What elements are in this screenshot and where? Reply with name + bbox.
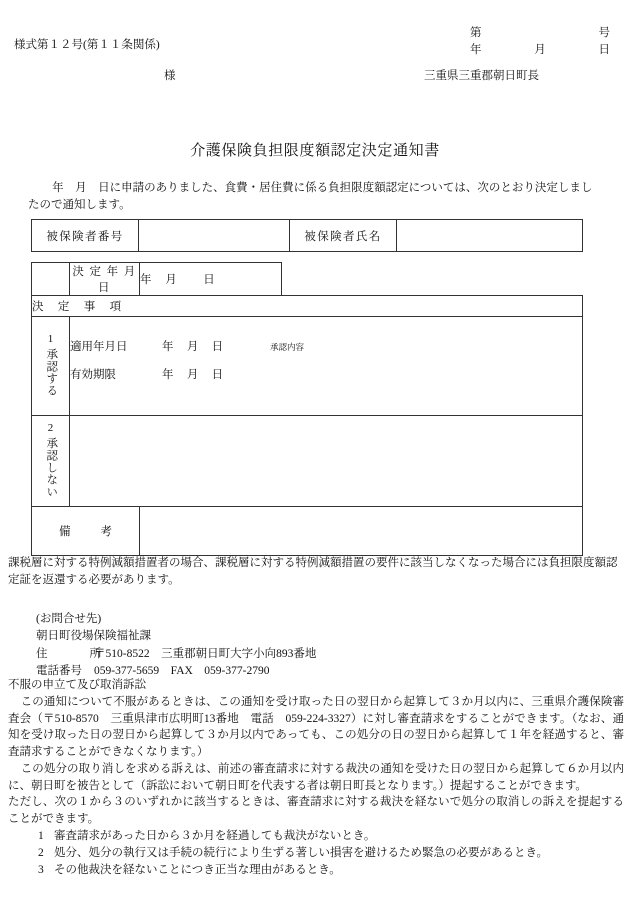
contact-phone-label: 電話番号 — [36, 665, 82, 678]
document-number-row — [470, 24, 610, 40]
applicable-date-label: 適用年月日 — [70, 341, 128, 353]
date-day-label: 日 — [598, 44, 610, 56]
document-date-row — [470, 41, 610, 57]
appeal-exception-list — [8, 828, 624, 878]
list-item-text: 審査請求があった日から３か月を経過しても裁決がないとき。 — [54, 830, 376, 843]
list-item-number: 2 — [38, 846, 44, 859]
table-row — [32, 416, 583, 507]
remarks-value[interactable] — [140, 507, 583, 556]
contact-block — [36, 611, 316, 681]
deny-row-number: 2 — [47, 421, 54, 434]
approve-row-marker — [32, 317, 70, 416]
insured-person-table — [31, 219, 583, 252]
document-number-unit: 号 — [598, 27, 610, 39]
contact-heading: (お問合せ先) — [36, 613, 102, 625]
form-code: 様式第１２号(第１１条関係) — [14, 39, 160, 51]
post-table-note: 課税層に対する特例減額措置者の場合、課税層に対する特例減額措置の要件に該当しなくなった場合には負担限度額認定証を返還する必要があります。 — [8, 557, 618, 587]
contact-address-label: 住 所 — [36, 647, 108, 660]
table-row — [32, 296, 583, 317]
applicable-date-line — [70, 338, 582, 354]
appeal-paragraph-3: ただし、次の１から３のいずれかに該当するときは、審査請求に対する裁決を経ないで処分の取消しの訴えを提起することができます。 — [8, 796, 624, 826]
appeal-heading: 不服の申立て及び取消訴訟 — [8, 679, 146, 691]
deny-row-content[interactable] — [70, 416, 583, 507]
decision-date-value[interactable]: 年 月 日 — [140, 263, 282, 296]
valid-until-value[interactable]: 年 月 日 — [162, 369, 225, 381]
page-title: 介護保険負担限度額認定決定通知書 — [190, 143, 440, 159]
decision-date-label-a — [32, 263, 70, 296]
list-item — [8, 845, 624, 862]
date-month-label: 月 — [534, 44, 546, 56]
list-item-number: 3 — [38, 863, 44, 876]
decision-items-label: 決 定 事 項 — [32, 296, 583, 317]
intro-paragraph: 年 月 日に申請のありました、食費・居住費に係る負担限度額認定については、次のとおり決定しましたので通知します。 — [28, 182, 593, 211]
remarks-label — [32, 507, 140, 556]
list-item — [8, 828, 624, 845]
contact-phone-value: 059-377-5659 FAX 059-377-2790 — [94, 665, 270, 678]
date-year-label: 年 — [470, 44, 482, 56]
list-item-text: 処分、処分の執行又は手続の続行により生ずる著しい損害を避けるため緊急の必要があるとき。 — [54, 846, 549, 859]
deny-row-label: 承認しない — [45, 436, 58, 498]
table-row — [32, 507, 583, 556]
deny-row-marker — [32, 416, 70, 507]
remarks-label-inner — [32, 523, 139, 539]
issuer-name: 三重県三重郡朝日町長 — [424, 70, 539, 82]
valid-until-line — [70, 366, 582, 382]
table-row — [32, 220, 583, 252]
remarks-label-char1: 備 — [59, 526, 71, 538]
decision-table — [31, 262, 583, 556]
applicable-date-value[interactable]: 年 月 日 — [162, 341, 225, 353]
valid-until-label: 有効期限 — [70, 369, 116, 381]
remarks-label-char2: 考 — [100, 526, 112, 538]
approve-row-number: 1 — [47, 332, 54, 345]
document-number-label: 第 — [470, 27, 482, 39]
insured-number-value[interactable] — [139, 220, 290, 252]
table-row — [32, 263, 583, 296]
decision-date-label: 決 定 年 月 日 — [70, 263, 140, 296]
insured-number-label: 被保険者番号 — [32, 220, 139, 252]
contact-department: 朝日町役場保険福祉課 — [36, 630, 151, 643]
appeal-paragraph-1: この通知について不服があるときは、この通知を受け取った日の翌日から起算して３か月以内に、三重県介護保険審査会（〒510-8570 三重県津市広明町13番地 電話 059-224-3327）に対し審査請求をすることができます。（なお、通知を受け取った日の翌日から起算して３か月以内であっても、この処分の日の翌日から起算して１年を経過すると、審査請求することができなくなります。） — [8, 695, 624, 759]
addressee-honorific: 様 — [164, 70, 176, 82]
insured-name-value[interactable] — [397, 220, 583, 252]
appeal-paragraph-2: この処分の取り消しを求める訴えは、前述の審査請求に対する裁決の通知を受けた日の翌日から起算して６か月以内に、朝日町を被告として（訴訟において朝日町を代表する者は朝日町長となります。）提起することができます。 — [8, 762, 624, 792]
contact-address-row — [36, 646, 316, 663]
list-item — [8, 862, 624, 879]
approve-row-label: 承認する — [45, 347, 58, 397]
approval-content-label: 承認内容 — [270, 342, 305, 352]
list-item-number: 1 — [38, 830, 44, 843]
appeal-block — [8, 677, 624, 878]
contact-address-value: 〒510-8522 三重郡朝日町大字小向893番地 — [94, 647, 317, 660]
decision-date-spacer — [282, 263, 583, 296]
table-row — [32, 317, 583, 416]
list-item-text: その他裁決を経ないことにつき正当な理由があるとき。 — [54, 863, 341, 876]
approve-row-content — [70, 317, 583, 416]
insured-name-label: 被保険者氏名 — [290, 220, 397, 252]
